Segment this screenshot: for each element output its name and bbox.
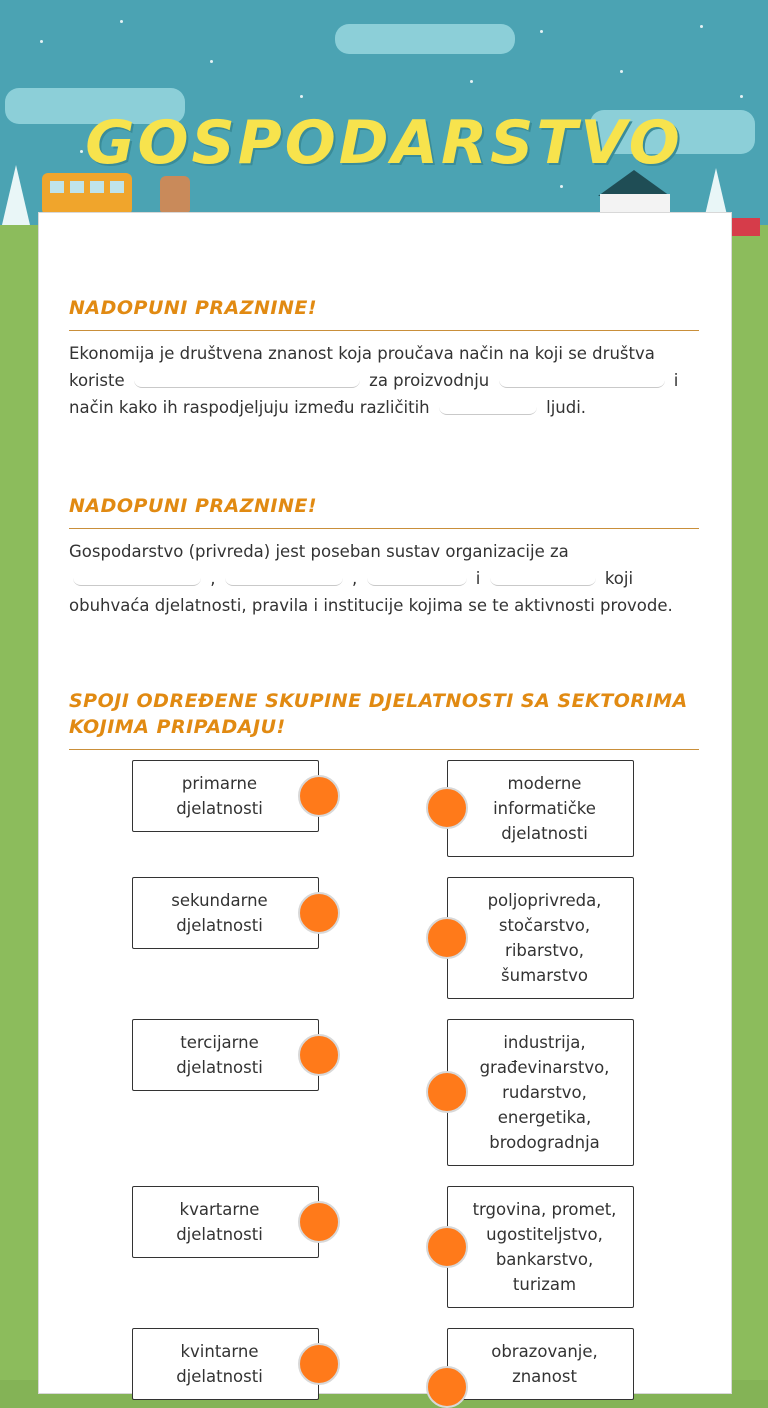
fill-in-paragraph: Gospodarstvo (privreda) jest poseban sustav organizacije za , , i koji obuhvaća djelatnosti, pravila i institucije kojima se te aktivnosti provode. [69,542,673,615]
gift-illustration [730,218,760,236]
divider [69,528,699,529]
page-title: GOSPODARSTVO [85,108,683,178]
match-left-item[interactable]: primarne djelatnosti [132,760,319,832]
match-connector-dot[interactable] [426,787,468,829]
blank-input[interactable] [225,567,343,586]
match-connector-dot[interactable] [298,775,340,817]
match-connector-dot[interactable] [426,1071,468,1113]
divider [69,749,699,750]
blank-input[interactable] [499,369,665,388]
match-left-item[interactable]: sekundarne djelatnosti [132,877,319,949]
blank-input[interactable] [73,567,201,586]
blank-input[interactable] [490,567,596,586]
blank-input[interactable] [134,369,360,388]
match-connector-dot[interactable] [298,892,340,934]
section-heading: NADOPUNI PRAZNINE! [69,297,318,319]
fill-in-paragraph: Ekonomija je društvena znanost koja proučava način na koji se društva koriste za proizvodnju i način kako ih raspodjeljuju između različitih ljudi. [69,344,679,417]
reindeer-illustration [160,176,190,212]
match-connector-dot[interactable] [426,917,468,959]
match-left-item[interactable]: kvartarne djelatnosti [132,1186,319,1258]
match-right-item[interactable]: poljoprivreda, stočarstvo, ribarstvo, šumarstvo [447,877,634,999]
match-right-item[interactable]: moderne informatičke djelatnosti [447,760,634,857]
match-connector-dot[interactable] [298,1343,340,1385]
section-heading: SPOJI ODREĐENE SKUPINE DJELATNOSTI SA SEKTORIMA KOJIMA PRIPADAJU! [69,690,688,738]
match-connector-dot[interactable] [298,1034,340,1076]
match-connector-dot[interactable] [298,1201,340,1243]
blank-input[interactable] [367,567,467,586]
divider [69,330,699,331]
match-connector-dot[interactable] [426,1226,468,1268]
blank-input[interactable] [439,396,537,415]
header-banner [0,0,768,240]
match-left-item[interactable]: tercijarne djelatnosti [132,1019,319,1091]
match-left-item[interactable]: kvintarne djelatnosti [132,1328,319,1400]
bus-illustration [42,173,132,215]
match-right-item[interactable]: industrija, građevinarstvo, rudarstvo, energetika, brodogradnja [447,1019,634,1166]
match-right-item[interactable]: obrazovanje, znanost [447,1328,634,1400]
match-connector-dot[interactable] [426,1366,468,1408]
section-heading: NADOPUNI PRAZNINE! [69,495,318,517]
cloud-illustration [335,24,515,54]
match-right-item[interactable]: trgovina, promet, ugostiteljstvo, bankarstvo, turizam [447,1186,634,1308]
